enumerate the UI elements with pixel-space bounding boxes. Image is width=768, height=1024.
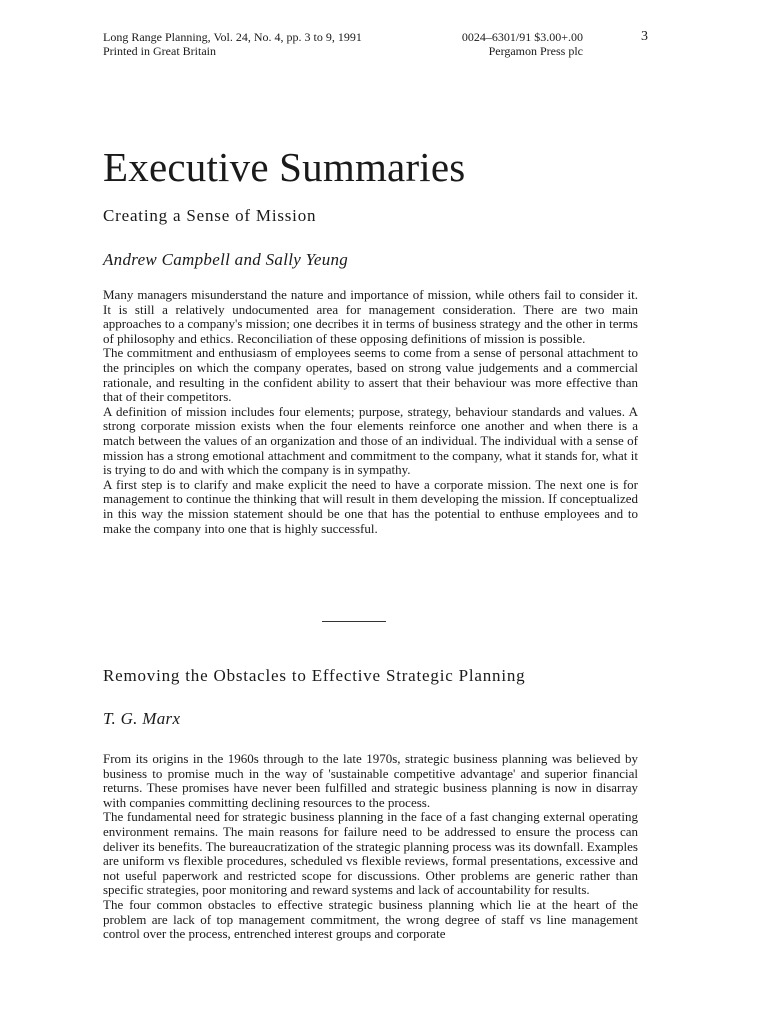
journal-line: Long Range Planning, Vol. 24, No. 4, pp. 3 to 9, 1991	[103, 30, 362, 44]
abstract-paragraph: From its origins in the 1960s through to the late 1970s, strategic business planning was believed by business to promise much in the way of 'sustainable competitive advantage' and superior financial returns. These promises have never been fulfilled and strategic business planning is now in disarray with companies committing declining resources to the process.	[103, 751, 638, 810]
page-title: Executive Summaries	[103, 144, 466, 190]
price-publisher	[453, 30, 583, 58]
printed-line: Printed in Great Britain	[103, 44, 216, 58]
abstract-paragraph: The four common obstacles to effective strategic business planning which lie at the heart of the problem are lack of top management commitment, the wrong degree of staff vs line management control over the process, entrenched interest groups and corporate	[103, 896, 638, 942]
article-abstract	[103, 288, 638, 536]
issn-price-line: 0024–6301/91 $3.00+.00	[461, 30, 583, 44]
abstract-paragraph: A first step is to clarify and make explicit the need to have a corporate mission. The next one is for management to continue the thinking that will result in them developing the mission. If conceptualized in this way the mission statement should be one that has the potential to enthuse employees and to make the company into one that is highly successful.	[103, 476, 638, 536]
section-divider	[322, 621, 386, 622]
page-number: 3	[641, 29, 648, 44]
article-authors: Andrew Campbell and Sally Yeung	[103, 250, 349, 269]
publisher-line: Pergamon Press plc	[488, 44, 583, 58]
article-abstract	[103, 752, 638, 942]
abstract-paragraph: The fundamental need for strategic business planning in the face of a fast changing external operating environment remains. The main reasons for failure need to be addressed to ensure the process can deliver its benefits. The bureaucratization of the strategic planning process was its downfall. Examples are uniform vs flexible procedures, scheduled vs flexible reviews, formal presentations, excessive and not useful paperwork and restricted scope for discussions. Other problems are generic rather than specific strategies, poor monitoring and reward systems and lack of accountability for results.	[103, 809, 638, 898]
article-title: Removing the Obstacles to Effective Strategic Planning	[103, 666, 526, 685]
abstract-paragraph: Many managers misunderstand the nature and importance of mission, while others fail to consider it. It is still a relatively undocumented area for management consideration. There are two main approaches to a company's mission; one decribes it in terms of business strategy and the other in terms of philosophy and ethics. Reconciliation of these opposing definitions of mission is possible.	[103, 287, 638, 346]
journal-citation	[103, 30, 362, 58]
running-header	[103, 30, 648, 60]
abstract-paragraph: A definition of mission includes four elements; purpose, strategy, behaviour standards and values. A strong corporate mission exists when the four elements reinforce one another and when there is a match between the values of an organization and those of an individual. The individual with a sense of mission has a strong emotional attachment and commitment to the company, what it stands for, what it is trying to do and with which the company is in sympathy.	[103, 403, 638, 478]
article-authors: T. G. Marx	[103, 709, 181, 728]
article-title: Creating a Sense of Mission	[103, 206, 317, 225]
abstract-paragraph: The commitment and enthusiasm of employees seems to come from a sense of personal attachment to the principles on which the company operates, based on strong value judgements and a commercial rationale, and resulting in the confident ability to assert that their behaviour was more effective than that of their competitors.	[103, 345, 638, 405]
